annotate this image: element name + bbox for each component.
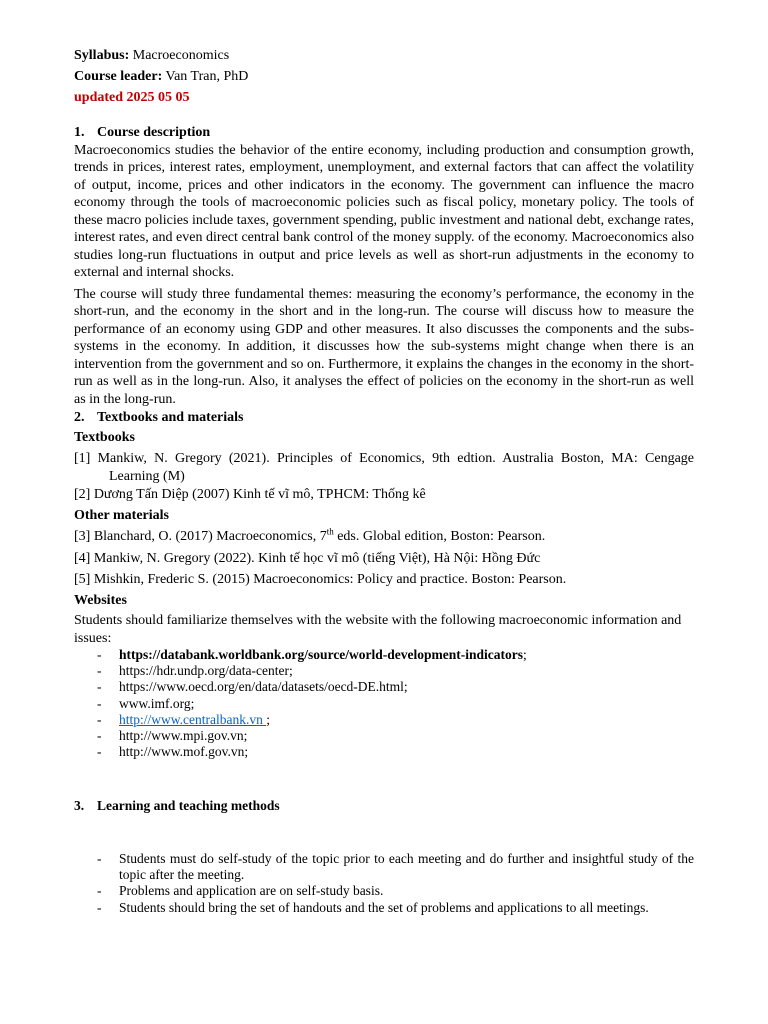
list-item [74, 647, 694, 663]
list-item [74, 883, 694, 899]
course-leader-label: Course leader: [74, 69, 163, 84]
course-description-paragraph-2: The course will study three fundamental themes: measuring the economy’s performance, the economy in the short-run, and the economy in the short and in the long-run. The course will discuss how to measure the performance of an economy using GDP and other measures. It also discusses the components and the subs-systems in the economy. In addition, it discusses how the sub-systems might change when there is an intervention from the government and so on. Furthermore, it explains the changes in the economy in the short-run as well as in the long-run. Also, it analyses the effect of policies on the economy in the short-run as well as in the long-run. [74, 286, 694, 407]
course-description-paragraph-1: Macroeconomics studies the behavior of the entire economy, including production and consumption growth, trends in prices, interest rates, employment, unemployment, and external factors that can affect the volatility of output, income, prices and other indicators in the economy. The government can influence the macro economy through the tools of macroeconomic policies such as fiscal policy, monetary policy. The tools of these macro policies include taxes, government spending, public investment and national debt, exchange rates, interest rates, and even direct central bank control of the money supply. of the economy. Macroeconomics also studies long-run fluctuations in output and price levels as well as short-run adjustments in the economy to external and internal shocks. [74, 142, 694, 280]
list-item [74, 663, 694, 679]
reference-5: [5] Mishkin, Frederic S. (2015) Macroeconomics: Policy and practice. Boston: Pearson. [74, 572, 567, 587]
other-materials-heading: Other materials [74, 507, 169, 523]
method-text: Problems and application are on self-study basis. [119, 883, 384, 899]
section-2-number: 2. [74, 410, 85, 425]
dash-bullet: - [97, 850, 102, 866]
reference-2: [2] Dương Tấn Diệp (2007) Kinh tế vĩ mô, TPHCM: Thống kê [74, 487, 426, 502]
dash-bullet: - [97, 728, 102, 744]
section-2-heading [74, 409, 694, 427]
textbooks-heading: Textbooks [74, 429, 135, 445]
website-link[interactable]: www.imf.org; [119, 695, 195, 711]
dash-bullet: - [97, 647, 102, 662]
dash-bullet: - [97, 663, 102, 679]
reference-4: [4] Mankiw, N. Gregory (2022). Kinh tế học vĩ mô (tiếng Việt), Hà Nội: Hồng Đức [74, 550, 541, 566]
list-item [74, 851, 694, 883]
section-3-number: 3. [74, 798, 85, 814]
website-link[interactable]: https://www.oecd.org/en/data/datasets/oecd-DE.html; [119, 679, 408, 695]
websites-heading: Websites [74, 592, 127, 608]
dash-bullet: - [97, 695, 102, 711]
syllabus-line [74, 47, 694, 65]
reference-3-text: [3] Blanchard, O. (2017) Macroeconomics, 7 [74, 529, 327, 544]
list-item [74, 679, 694, 695]
course-leader-value: Van Tran, PhD [165, 69, 249, 84]
reference-1: [1] Mankiw, N. Gregory (2021). Principles of Economics, 9th edtion. Australia Boston, MA: Cengage Learning (M) [74, 451, 694, 484]
centralbank-link[interactable]: http://www.centralbank.vn [119, 711, 267, 727]
section-1-number: 1. [74, 125, 85, 140]
list-item [74, 712, 694, 728]
method-text: Students should bring the set of handouts and the set of problems and applications to all meetings. [119, 899, 649, 915]
website-suffix: ; [523, 647, 527, 662]
section-1-title: Course description [97, 125, 211, 140]
methods-list [74, 851, 694, 916]
dash-bullet: - [97, 899, 102, 915]
section-3-title: Learning and teaching methods [97, 798, 280, 814]
reference-3-rest: eds. Global edition, Boston: Pearson. [333, 529, 546, 544]
reference-3 [74, 528, 694, 546]
section-1-heading [74, 124, 694, 142]
syllabus-label: Syllabus: [74, 48, 130, 63]
website-link[interactable]: https://hdr.undp.org/data-center; [119, 663, 293, 679]
syllabus-page [74, 47, 694, 916]
website-link[interactable]: http://www.mpi.gov.vn; [119, 728, 248, 744]
list-item [74, 744, 694, 760]
dash-bullet: - [97, 679, 102, 695]
list-item [74, 696, 694, 712]
section-2-title: Textbooks and materials [97, 410, 244, 425]
website-link[interactable]: https://databank.worldbank.org/source/world-development-indicators [119, 647, 524, 662]
websites-list [74, 647, 694, 760]
section-3-heading [74, 797, 694, 815]
list-item [74, 900, 694, 916]
reference-3-superscript: th [326, 526, 334, 537]
dash-bullet: - [97, 744, 102, 760]
course-leader-line [74, 68, 694, 86]
list-item [74, 728, 694, 744]
websites-intro: Students should familiarize themselves with the website with the following macroeconomic information and issues: [74, 613, 682, 646]
syllabus-value: Macroeconomics [132, 48, 230, 63]
updated-date: updated 2025 05 05 [74, 90, 190, 105]
dash-bullet: - [97, 883, 102, 899]
website-link[interactable]: http://www.mof.gov.vn; [119, 744, 249, 760]
website-suffix: ; [266, 711, 270, 727]
method-text: Students must do self-study of the topic prior to each meeting and do further and insightful study of the topic after the meeting. [119, 850, 694, 883]
dash-bullet: - [97, 711, 102, 727]
